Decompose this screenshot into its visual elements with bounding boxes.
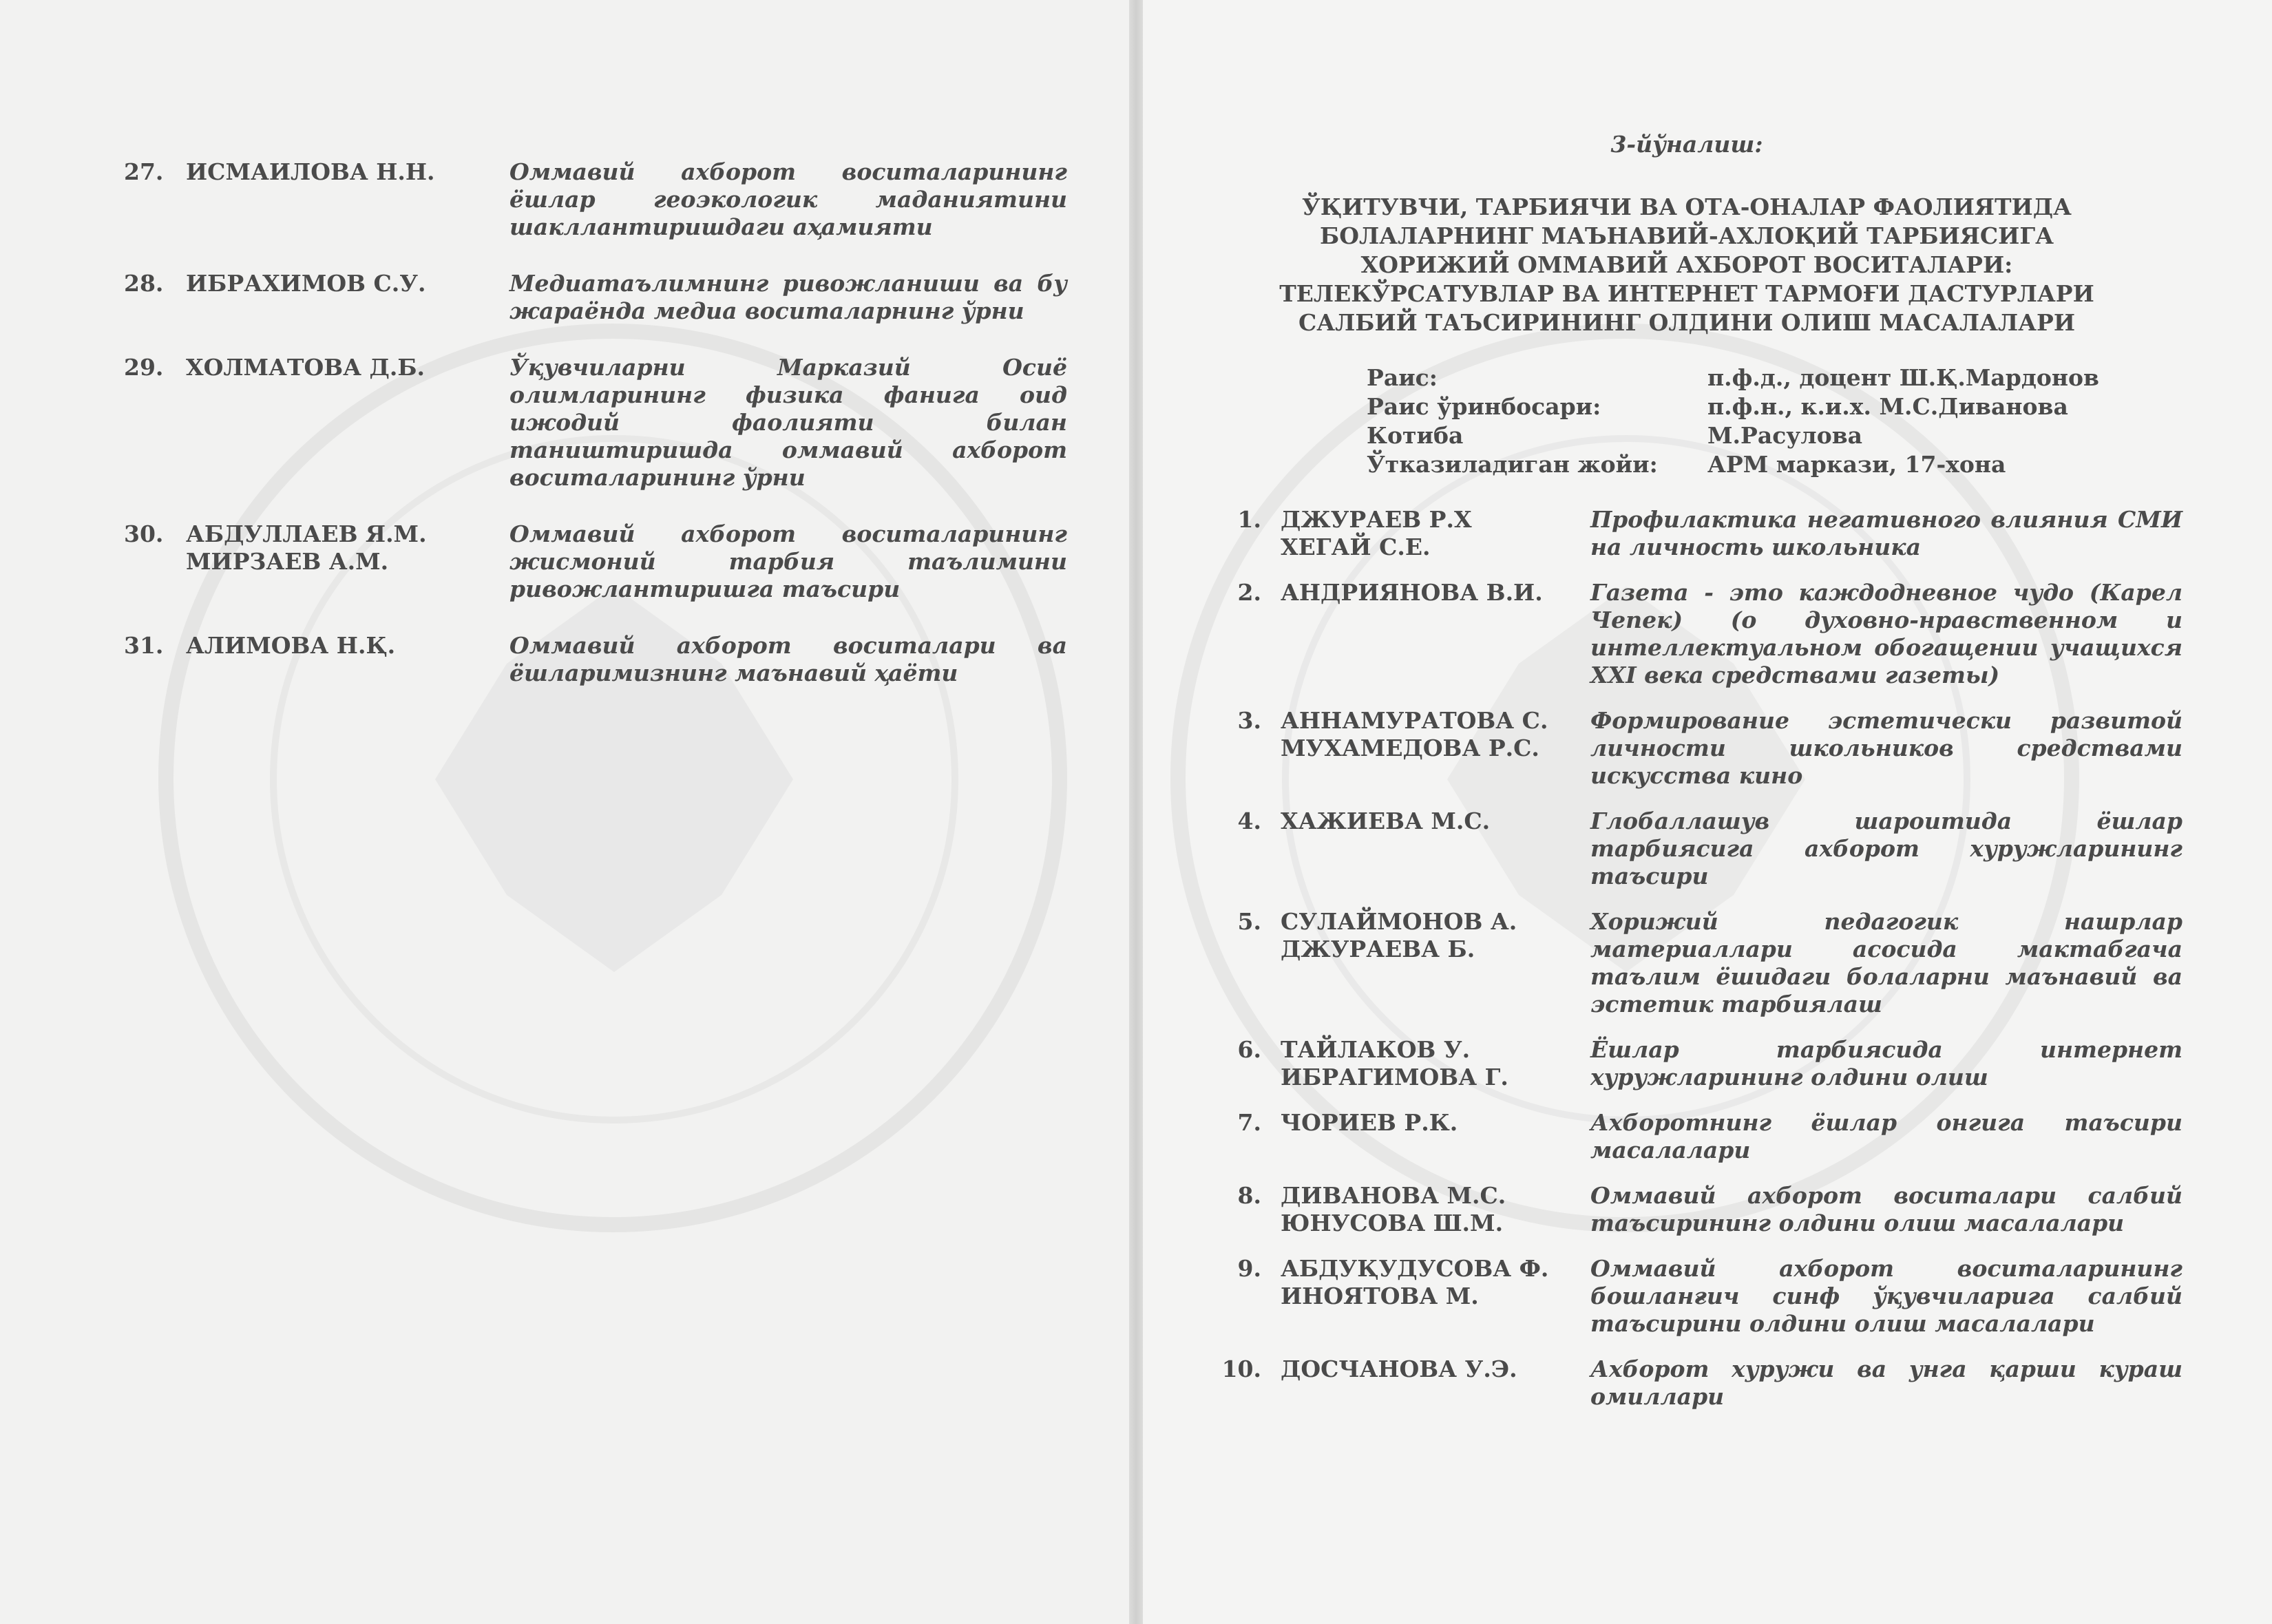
author-name: ХОЛМАТОВА Д.Б.	[186, 354, 425, 381]
entry-1	[1219, 506, 2182, 561]
entry-29	[124, 354, 1067, 492]
entry-number: 5.	[1237, 908, 1261, 935]
entry-9	[1219, 1255, 2182, 1338]
entry-authors	[1281, 1182, 1590, 1237]
entry-number: 30.	[124, 520, 164, 547]
meta-value: М.Расулова	[1707, 422, 1863, 449]
author-name: ИСМАИЛОВА Н.Н.	[186, 158, 435, 185]
entry-topic: Медиатаълимнинг ривожланиши ва бу жараёнда медиа воситаларнинг ўрни	[509, 270, 1067, 324]
author-name: АННАМУРАТОВА С.	[1281, 707, 1548, 734]
author-name: АБДУЛЛАЕВ Я.М.	[186, 520, 427, 547]
entry-4	[1219, 808, 2182, 890]
meta-secretary	[1367, 421, 2134, 450]
section-label: 3-йўналиш:	[1610, 131, 1763, 158]
entry-authors	[1281, 908, 1590, 1018]
title-line: ТЕЛЕКЎРСАТУВЛАР ВА ИНТЕРНЕТ ТАРМОҒИ ДАСТУРЛАРИ	[1279, 280, 2094, 307]
author-name: ДОСЧАНОВА У.Э.	[1281, 1356, 1517, 1382]
entry-topic: Оммавий ахборот воситалари ва ёшларимизнинг маънавий ҳаёти	[509, 632, 1067, 686]
entry-3	[1219, 707, 2182, 790]
entry-5	[1219, 908, 2182, 1018]
entry-number: 29.	[124, 354, 164, 381]
left-entries-list	[124, 158, 1067, 716]
entry-authors	[1281, 1255, 1590, 1338]
entry-authors	[1281, 808, 1590, 890]
meta-chair	[1367, 363, 2134, 392]
entry-number: 10.	[1221, 1356, 1261, 1382]
author-name: ИНОЯТОВА М.	[1281, 1283, 1479, 1309]
entry-authors	[1281, 1036, 1590, 1091]
entry-number: 8.	[1237, 1182, 1261, 1209]
meta-value: п.ф.д., доцент Ш.Қ.Мардонов	[1707, 364, 2099, 391]
entry-30	[124, 520, 1067, 603]
entry-topic: Ўқувчиларни Марказий Осиё олимларининг физика фанига оид ижодий фаолияти билан таништиришда оммавий ахборот воситаларининг ўрни	[509, 354, 1067, 491]
entry-2	[1219, 579, 2182, 689]
author-name: ИБРАГИМОВА Г.	[1281, 1064, 1508, 1090]
entry-authors	[186, 632, 509, 687]
meta-label: Раис ўринбосари:	[1367, 393, 1601, 420]
right-entries-list	[1219, 506, 2182, 1428]
title-line: САЛБИЙ ТАЪСИРИНИНГ ОЛДИНИ ОЛИШ МАСАЛАЛАРИ	[1298, 309, 2075, 336]
entry-27	[124, 158, 1067, 241]
entry-topic: Оммавий ахборот воситаларининг бошланғич синф ўқувчиларига салбий таъсирини олдини олиш масалалари	[1590, 1255, 2182, 1337]
book-gutter	[1129, 0, 1143, 1624]
author-name: ЧОРИЕВ Р.К.	[1281, 1109, 1458, 1136]
meta-label: Ўтказиладиган жойи:	[1367, 451, 1658, 478]
meta-deputy	[1367, 392, 2134, 421]
meta-label: Раис:	[1367, 364, 1438, 391]
entry-topic: Ахборотнинг ёшлар онгига таъсири масалалари	[1590, 1109, 2182, 1163]
entry-number: 28.	[124, 270, 164, 297]
entry-number: 7.	[1237, 1109, 1261, 1136]
entry-topic: Профилактика негативного влияния СМИ на личность школьника	[1590, 506, 2182, 560]
entry-topic: Оммавий ахборот воситаларининг жисмоний тарбия таълимини ривожлантиришга таъсири	[509, 520, 1067, 602]
entry-authors	[186, 270, 509, 325]
author-name: АНДРИЯНОВА В.И.	[1281, 579, 1543, 606]
meta-venue	[1367, 450, 2134, 479]
session-meta	[1367, 363, 2134, 479]
author-name: ИБРАХИМОВ С.У.	[186, 270, 426, 297]
entry-authors	[1281, 506, 1590, 561]
author-name: ДЖУРАЕВ Р.Х	[1281, 506, 1472, 533]
author-name: ЮНУСОВА Ш.М.	[1281, 1210, 1504, 1236]
author-name: ТАЙЛАКОВ У.	[1281, 1036, 1471, 1063]
author-name: ДИВАНОВА М.С.	[1281, 1182, 1506, 1209]
entry-topic: Оммавий ахборот воситалари салбий таъсирининг олдини олиш масалалари	[1590, 1182, 2182, 1236]
author-name: МУХАМЕДОВА Р.С.	[1281, 735, 1539, 761]
title-line: БОЛАЛАРНИНГ МАЪНАВИЙ-АХЛОҚИЙ ТАРБИЯСИГА	[1320, 222, 2054, 249]
entry-number: 9.	[1237, 1255, 1261, 1282]
entry-authors	[186, 354, 509, 492]
entry-topic: Ахборот хуружи ва унга қарши кураш омиллари	[1590, 1356, 2182, 1410]
entry-28	[124, 270, 1067, 325]
author-name: МИРЗАЕВ А.М.	[186, 548, 389, 575]
entry-topic: Газета - это каждодневное чудо (Карел Чепек) (о духовно-нравственном и интеллектуальном обогащении учащихся XXI века средствами газеты)	[1590, 579, 2182, 688]
entry-number: 6.	[1237, 1036, 1261, 1063]
entry-topic: Формирование эстетически развитой личности школьников средствами искусства кино	[1590, 707, 2182, 789]
entry-6	[1219, 1036, 2182, 1091]
author-name: АБДУҚУДУСОВА Ф.	[1281, 1255, 1549, 1282]
entry-number: 3.	[1237, 707, 1261, 734]
entry-number: 27.	[124, 158, 164, 185]
meta-value: п.ф.н., к.и.х. М.С.Диванова	[1707, 393, 2068, 420]
entry-authors	[186, 158, 509, 241]
entry-31	[124, 632, 1067, 687]
entry-number: 31.	[124, 632, 164, 659]
entry-authors	[1281, 579, 1590, 689]
entry-authors	[1281, 1109, 1590, 1164]
author-name: СУЛАЙМОНОВ А.	[1281, 908, 1517, 935]
entry-number: 1.	[1237, 506, 1261, 533]
entry-topic: Хорижий педагогик нашрлар материаллари асосида мактабгача таълим ёшидаги болаларни маънавий ва эстетик тарбиялаш	[1590, 908, 2182, 1017]
author-name: ДЖУРАЕВА Б.	[1281, 936, 1475, 962]
meta-value: АРМ маркази, 17-хона	[1707, 451, 2006, 478]
entry-authors	[1281, 707, 1590, 790]
entry-authors	[1281, 1356, 1590, 1411]
title-line: ХОРИЖИЙ ОММАВИЙ АХБОРОТ ВОСИТАЛАРИ:	[1360, 251, 2013, 278]
entry-topic: Оммавий ахборот воситаларининг ёшлар геоэкологик маданиятини шакллантиришдаги аҳамияти	[509, 158, 1067, 240]
meta-label: Котиба	[1367, 422, 1464, 449]
left-page	[0, 0, 1129, 1624]
entry-8	[1219, 1182, 2182, 1237]
entry-10	[1219, 1356, 2182, 1411]
author-name: ХЕГАЙ С.Е.	[1281, 534, 1431, 560]
author-name: ХАЖИЕВА М.С.	[1281, 808, 1491, 834]
entry-topic: Глобаллашув шароитида ёшлар тарбиясига ахборот хуружларининг таъсири	[1590, 808, 2182, 889]
entry-7	[1219, 1109, 2182, 1164]
entry-number: 2.	[1237, 579, 1261, 606]
author-name: АЛИМОВА Н.Қ.	[186, 632, 396, 659]
entry-number: 4.	[1237, 808, 1261, 834]
entry-topic: Ёшлар тарбиясида интернет хуружларининг олдини олиш	[1590, 1036, 2182, 1090]
title-line: ЎҚИТУВЧИ, ТАРБИЯЧИ ВА ОТА-ОНАЛАР ФАОЛИЯТИДА	[1302, 193, 2072, 220]
entry-authors	[186, 520, 509, 603]
section-title	[1232, 193, 2141, 337]
